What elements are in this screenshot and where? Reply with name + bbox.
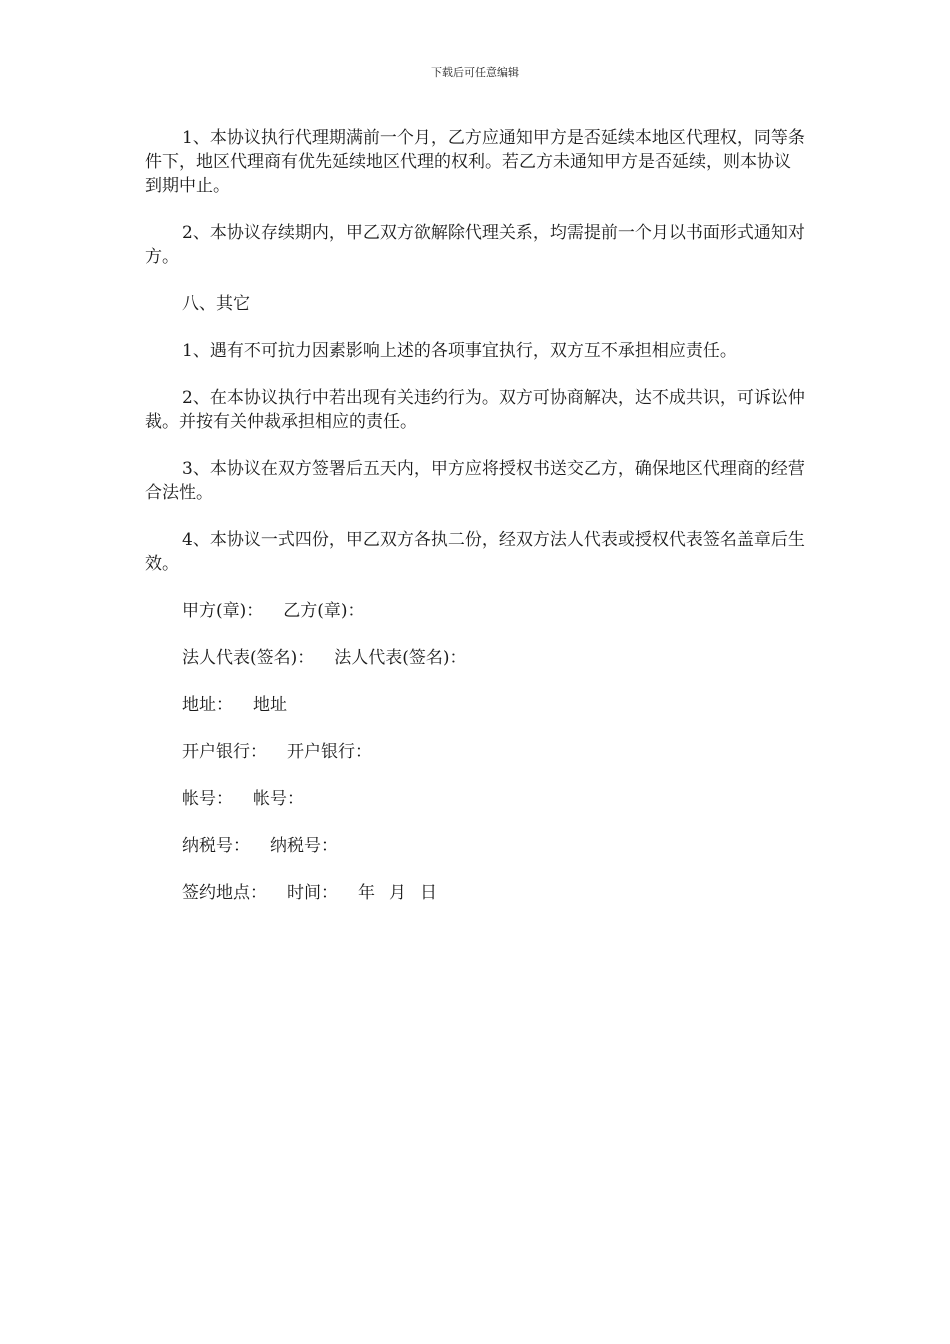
year-label: 年: [358, 883, 375, 903]
day-label: 日: [420, 883, 437, 903]
signature-place-time-row: [145, 881, 805, 905]
clause-dispute: 2、在本协议执行中若出现有关违约行为。双方可协商解决，达不成共识，可诉讼仲裁。并按有关仲裁承担相应的责任。: [145, 388, 805, 432]
party-a-rep-label: 法人代表(签名)：: [182, 648, 315, 668]
party-a-address-label: 地址：: [182, 695, 233, 715]
signing-place-label: 签约地点：: [182, 883, 267, 903]
party-b-seal-label: 乙方(章)：: [283, 601, 365, 621]
clause-authorization: 3、本协议在双方签署后五天内，甲方应将授权书送交乙方，确保地区代理商的经营合法性。: [145, 459, 805, 503]
party-a-account-label: 帐号：: [182, 789, 233, 809]
clause-renewal: 1、本协议执行代理期满前一个月，乙方应通知甲方是否延续本地区代理权，同等条件下，地区代理商有优先延续地区代理的权利。若乙方未通知甲方是否延续，则本协议到期中止。: [145, 128, 805, 196]
month-label: 月: [389, 883, 406, 903]
signing-time-label: 时间：: [287, 883, 338, 903]
party-a-bank-label: 开户银行：: [182, 742, 267, 762]
party-b-rep-label: 法人代表(签名)：: [334, 648, 467, 668]
signature-account-row: [145, 787, 805, 811]
party-b-account-label: 帐号：: [253, 789, 304, 809]
section-heading-other: 八、其它: [182, 294, 250, 314]
header-note: 下载后可任意编辑: [431, 66, 519, 79]
party-b-bank-label: 开户银行：: [287, 742, 372, 762]
clause-termination: 2、本协议存续期内，甲乙双方欲解除代理关系，均需提前一个月以书面形式通知对方。: [145, 223, 805, 267]
signature-rep-row: [145, 646, 805, 670]
signature-address-row: [145, 693, 805, 717]
signature-seal-row: [145, 599, 805, 623]
signature-bank-row: [145, 740, 805, 764]
signature-tax-row: [145, 834, 805, 858]
party-a-tax-label: 纳税号：: [182, 836, 250, 856]
party-b-tax-label: 纳税号：: [270, 836, 338, 856]
party-a-seal-label: 甲方(章)：: [182, 601, 264, 621]
clause-copies: 4、本协议一式四份，甲乙双方各执二份，经双方法人代表或授权代表签名盖章后生效。: [145, 530, 805, 574]
document-body: [145, 126, 805, 905]
party-b-address-label: 地址: [253, 695, 287, 715]
clause-force-majeure: 1、遇有不可抗力因素影响上述的各项事宜执行，双方互不承担相应责任。: [182, 341, 737, 361]
